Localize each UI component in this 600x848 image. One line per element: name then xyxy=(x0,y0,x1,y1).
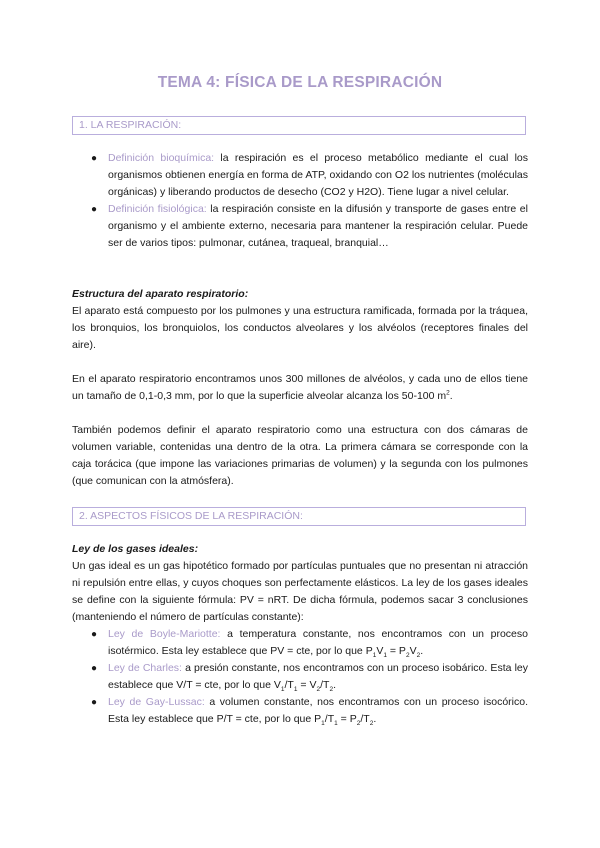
term-label: Ley de Boyle-Mariotte: xyxy=(108,628,221,640)
bullet-icon: ● xyxy=(91,697,98,708)
section-heading-aspectos-fisicos: 2. ASPECTOS FÍSICOS DE LA RESPIRACIÓN: xyxy=(72,507,526,526)
alveoli-sup: 2 xyxy=(446,389,450,397)
law-formula: $P_1V_1 = P_2V_2$. xyxy=(365,645,424,660)
structure-heading: Estructura del aparato respiratorio: xyxy=(72,288,249,300)
term-label: Ley de Charles: xyxy=(108,662,182,674)
section-heading-respiracion: 1. LA RESPIRACIÓN: xyxy=(72,116,526,135)
list-item xyxy=(91,694,529,728)
law-formula: $V_1/T_1 = V_2/T_2$. xyxy=(273,679,336,694)
gas-law-heading: Ley de los gases ideales: xyxy=(72,543,199,555)
list-item xyxy=(91,150,528,201)
term-label: Definición fisiológica: xyxy=(108,203,207,215)
chambers-paragraph: También podemos definir el aparato respiratorio como una estructura con dos cámaras de volumen variable, contenidas una dentro de la otra. La primera cámara se corresponde con la caja torácica (que impone las variaciones primarias de volumen) y la segunda con los pulmones (que comunican con la atmósfera). xyxy=(72,424,528,487)
list-item xyxy=(91,626,528,660)
definition-text: la respiración es el proceso metabólico mediante el cual los organismos obtienen energía en forma de ATP, oxidando con O2 los nutrientes (moléculas orgánicas) y liberando productos de desecho (CO2 y H2O). Tiene lugar a nivel celular. xyxy=(108,152,528,198)
alveoli-paragraph xyxy=(72,371,528,405)
law-formula: $P_1/T_1 = P_2/T_2$. xyxy=(314,713,377,728)
gas-law-paragraph: Un gas ideal es un gas hipotético formado por partículas puntuales que no presentan ni atracción ni repulsión entre ellas, y cuyos choques son perfectamente elásticos. La ley de los gases ideales se define con la siguiente fórmula: PV = nRT. De dicha fórmula, podemos sacar 3 conclusiones (manteniendo el número de partículas constante): xyxy=(72,560,528,623)
alveoli-end: . xyxy=(449,390,453,402)
list-item xyxy=(91,201,528,252)
bullet-icon: ● xyxy=(91,663,98,674)
alveoli-text: En el aparato respiratorio encontramos unos 300 millones de alvéolos, y cada uno de ellos tiene un tamaño de 0,1-0,3 mm, por lo que la superficie alveolar alcanza los 50-100 m xyxy=(72,373,528,402)
bullet-icon: ● xyxy=(91,204,98,215)
list-item xyxy=(91,660,528,694)
term-label: Ley de Gay-Lussac: xyxy=(108,696,205,708)
law-text: a temperatura constante, nos encontramos con un proceso isotérmico. Esta ley establece que PV = cte, por lo que xyxy=(108,628,528,657)
law-text: a volumen constante, nos encontramos con un proceso isocórico. Esta ley establece que P/T = cte, por lo que xyxy=(108,696,529,725)
structure-paragraph: El aparato está compuesto por los pulmones y una estructura ramificada, formada por la tráquea, los bronquios, los bronquiolos, los conductos alveolares y los alvéolos (receptores finales del aire). xyxy=(72,305,528,351)
bullet-icon: ● xyxy=(91,153,98,164)
bullet-icon: ● xyxy=(91,629,98,640)
gas-laws-list xyxy=(91,626,529,728)
term-label: Definición bioquímica: xyxy=(108,152,215,164)
page-title: TEMA 4: FÍSICA DE LA RESPIRACIÓN xyxy=(157,74,443,91)
law-text: a presión constante, nos encontramos con un proceso isobárico. Esta ley establece que V/T = cte, por lo que xyxy=(108,662,528,691)
definition-text: la respiración consiste en la difusión y transporte de gases entre el organismo y el ambiente externo, necesaria para mantener la respiración celular. Puede ser de varios tipos: pulmonar, cutánea, traqueal, branquial… xyxy=(108,203,528,249)
definitions-list xyxy=(91,150,528,252)
